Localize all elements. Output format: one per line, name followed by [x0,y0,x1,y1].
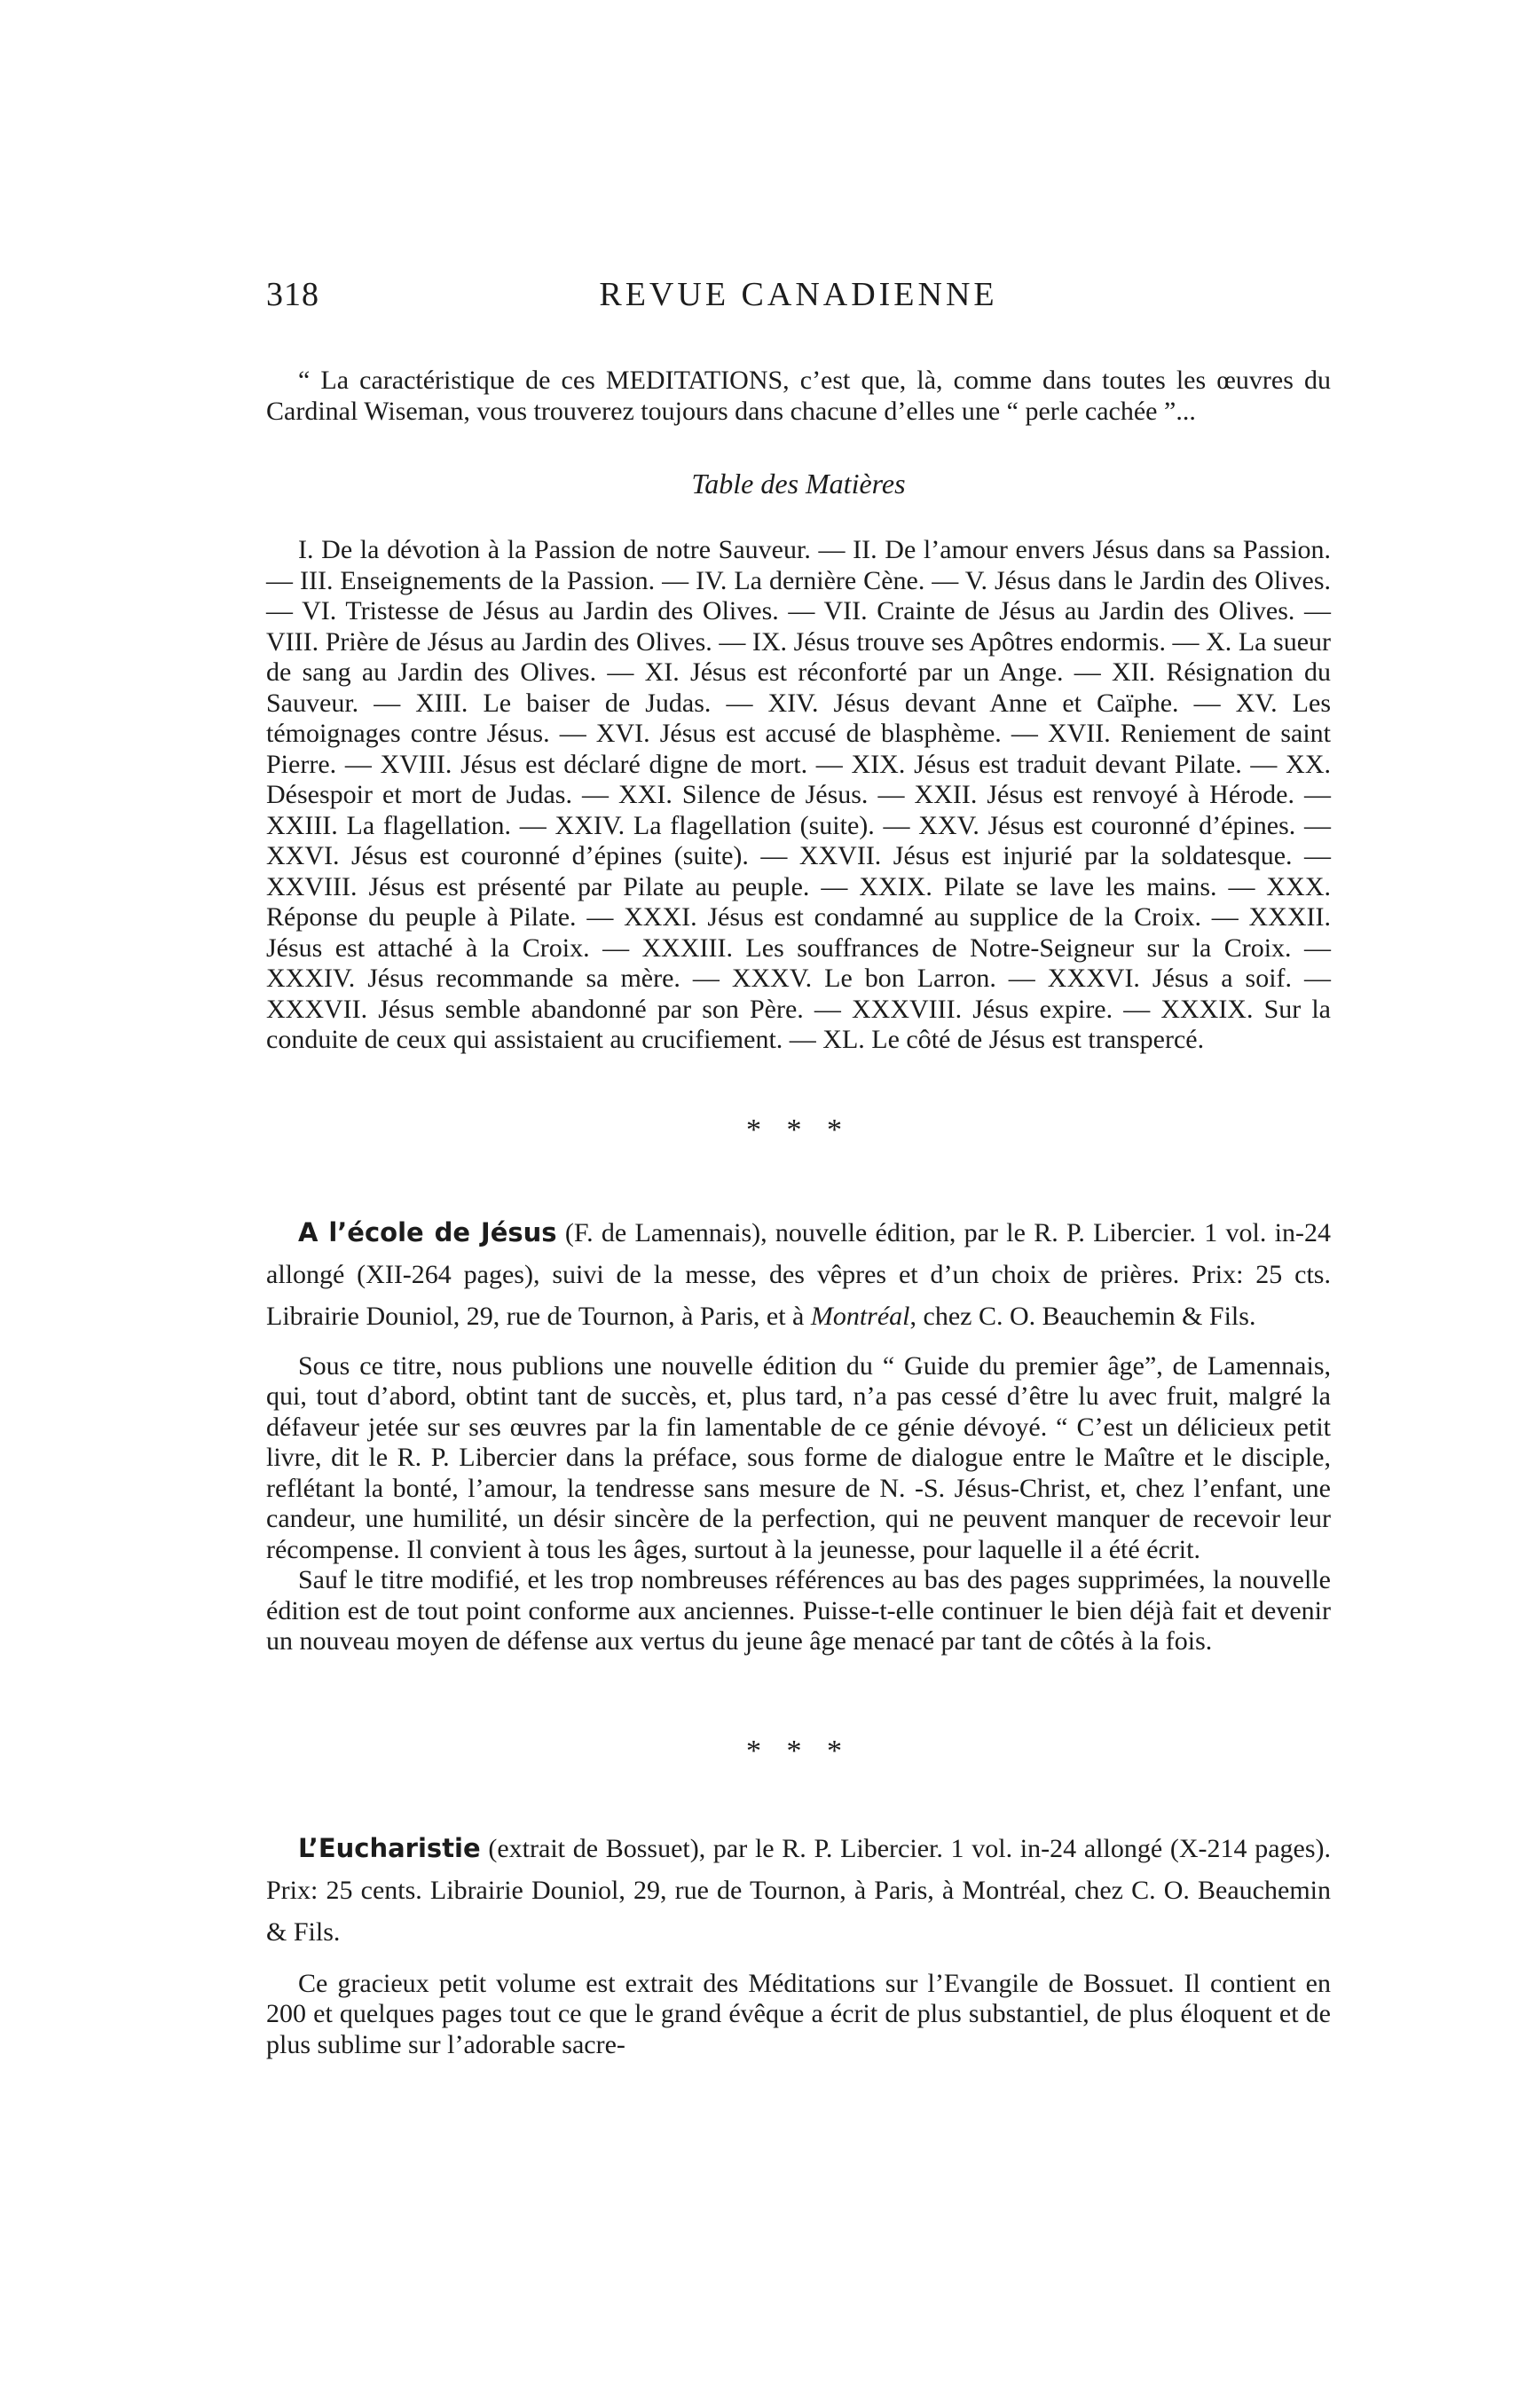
book-title: L’Eucharistie [298,1832,481,1863]
section-separator: * * * [746,1734,851,1767]
book-notice [266,1828,1331,1953]
book-notice [266,1212,1331,1337]
toc-heading: Table des Matières [691,468,906,500]
review-paragraph: Ce gracieux petit volume est extrait des Méditations sur l’Evangile de Bossuet. Il contient en 200 et quelques pages tout ce que le grand évêque a écrit de plus substantiel, de plus éloquent et de plus sublime sur l’adorable sacre- [266,1968,1331,2059]
book-notice-text: (F. de Lamennais), nouvelle édition, par le R. P. Libercier. 1 vol. in-24 allongé (XII-264 pages), suivi de la messe, des vêpres et d’un choix de prières. Prix: 25 cts. Librairie Douniol, 29, rue de Tournon, à Paris, et à [266,1217,1331,1331]
book-notice-text: (extrait de Bossuet), par le R. P. Libercier. 1 vol. in-24 allongé (X-214 pages). Prix: 25 cents. Librairie Douniol, 29, rue de Tournon, à Paris, à Montréal, chez C. O. Beauchemin & Fils. [266,1833,1331,1947]
review-paragraph: Sous ce titre, nous publions une nouvelle édition du “ Guide du premier âge”, de Lamennais, qui, tout d’abord, obtint tant de succès, et, plus tard, n’a pas cessé d’être lu avec fruit, malgré la défaveur jetée sur ses œuvres par la fin lamentable de ce génie dévoyé. “ C’est un délicieux petit livre, dit le R. P. Libercier dans la préface, sous forme de dialogue entre le Maître et le disciple, reflétant la bonté, l’amour, la tendresse sans mesure de N. -S. Jésus-Christ, et, chez l’enfant, une candeur, une humilité, un désir sincère de la perfection, qui ne peuvent manquer de recevoir leur récompense. Il convient à tous les âges, surtout à la jeunesse, pour laquelle il a été écrit. [266,1350,1331,1564]
running-title: REVUE CANADIENNE [599,276,998,313]
page-number: 318 [266,276,319,313]
book-title: A l’école de Jésus [298,1216,557,1247]
section-separator: * * * [746,1113,851,1146]
book-notice-city: Montréal [810,1301,910,1331]
book-notice-end: , chez C. O. Beauchemin & Fils. [909,1301,1256,1331]
toc-paragraph: I. De la dévotion à la Passion de notre Sauveur. — II. De l’amour envers Jésus dans sa Passion. — III. Enseignements de la Passion. — IV. La dernière Cène. — V. Jésus dans le Jardin des Olives. — VI. Tristesse de Jésus au Jardin des Olives. — VII. Crainte de Jésus au Jardin des Olives. — VIII. Prière de Jésus au Jardin des Olives. — IX. Jésus trouve ses Apôtres endormis. — X. La sueur de sang au Jardin des Olives. — XI. Jésus est réconforté par un Ange. — XII. Résignation du Sauveur. — XIII. Le baiser de Judas. — XIV. Jésus devant Anne et Caïphe. — XV. Les témoignages contre Jésus. — XVI. Jésus est accusé de blasphème. — XVII. Reniement de saint Pierre. — XVIII. Jésus est déclaré digne de mort. — XIX. Jésus est traduit devant Pilate. — XX. Désespoir et mort de Judas. — XXI. Silence de Jésus. — XXII. Jésus est renvoyé à Hérode. — XXIII. La flagellation. — XXIV. La flagellation (suite). — XXV. Jésus est couronné d’épines. — XXVI. Jésus est couronné d’épines (suite). — XXVII. Jésus est injurié par la soldatesque. — XXVIII. Jésus est présenté par Pilate au peuple. — XXIX. Pilate se lave les mains. — XXX. Réponse du peuple à Pilate. — XXXI. Jésus est condamné au supplice de la Croix. — XXXII. Jésus est attaché à la Croix. — XXXIII. Les souffrances de Notre-Seigneur sur la Croix. — XXXIV. Jésus recommande sa mère. — XXXV. Le bon Larron. — XXXVI. Jésus a soif. — XXXVII. Jésus semble abandonné par son Père. — XXXVIII. Jésus expire. — XXXIX. Sur la conduite de ceux qui assistaient au crucifiement. — XL. Le côté de Jésus est transpercé. [266,535,1331,1054]
page-header [266,275,1331,328]
document-page [266,275,1331,2060]
review-paragraph: Sauf le titre modifié, et les trop nombreuses références au bas des pages supprimées, la nouvelle édition est de tout point conforme aux anciennes. Puisse-t-elle continuer le bien déjà fait et devenir un nouveau moyen de défense aux vertus du jeune âge menacé par tant de côtés à la fois. [266,1565,1331,1656]
quote-paragraph: “ La caractéristique de ces MEDITATIONS, c’est que, là, comme dans toutes les œuvres du Cardinal Wiseman, vous trouverez toujours dans chacune d’elles une “ perle cachée ”... [266,366,1331,426]
